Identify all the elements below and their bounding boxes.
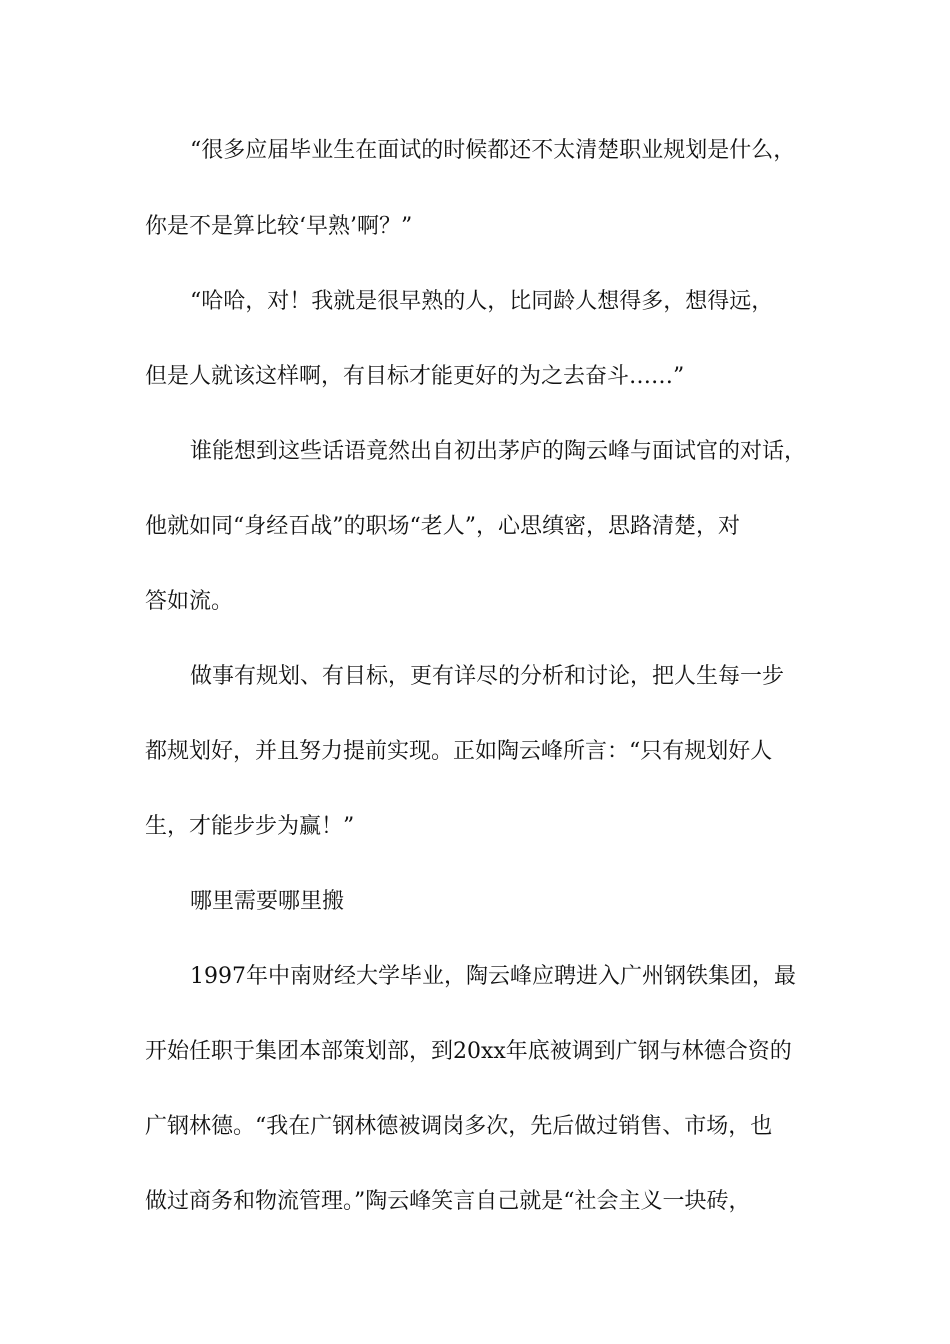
paragraph-line: 都规划好，并且努力提前实现。正如陶云峰所言：“只有规划好人 <box>145 739 773 764</box>
paragraph-line: 谁能想到这些话语竟然出自初出茅庐的陶云峰与面试官的对话， <box>190 439 807 464</box>
paragraph-line: 做过商务和物流管理。”陶云峰笑言自己就是“社会主义一块砖， <box>145 1189 751 1214</box>
paragraph-line: 他就如同“身经百战”的职场“老人”，心思缜密，思路清楚，对 <box>145 514 740 539</box>
paragraph-line: 生，才能步步为赢！” <box>145 814 355 839</box>
paragraph-line: 做事有规划、有目标，更有详尽的分析和讨论，把人生每一步 <box>190 664 785 689</box>
paragraph-line: 广钢林德。“我在广钢林德被调岗多次，先后做过销售、市场，也 <box>145 1114 773 1139</box>
paragraph-line: 1997年中南财经大学毕业，陶云峰应聘进入广州钢铁集团，最 <box>190 964 796 989</box>
paragraph-line: 开始任职于集团本部策划部，到20xx年底被调到广钢与林德合资的 <box>145 1039 792 1064</box>
section-heading: 哪里需要哪里搬 <box>190 889 345 914</box>
paragraph-line: “哈哈，对！我就是很早熟的人，比同龄人想得多，想得远， <box>190 289 774 314</box>
paragraph-line: “很多应届毕业生在面试的时候都还不太清楚职业规划是什么， <box>190 138 796 163</box>
paragraph-line: 你是不是算比较‘早熟’啊？” <box>145 214 413 239</box>
paragraph-line: 但是人就该这样啊，有目标才能更好的为之去奋斗……” <box>145 364 685 389</box>
paragraph-line: 答如流。 <box>145 589 234 614</box>
